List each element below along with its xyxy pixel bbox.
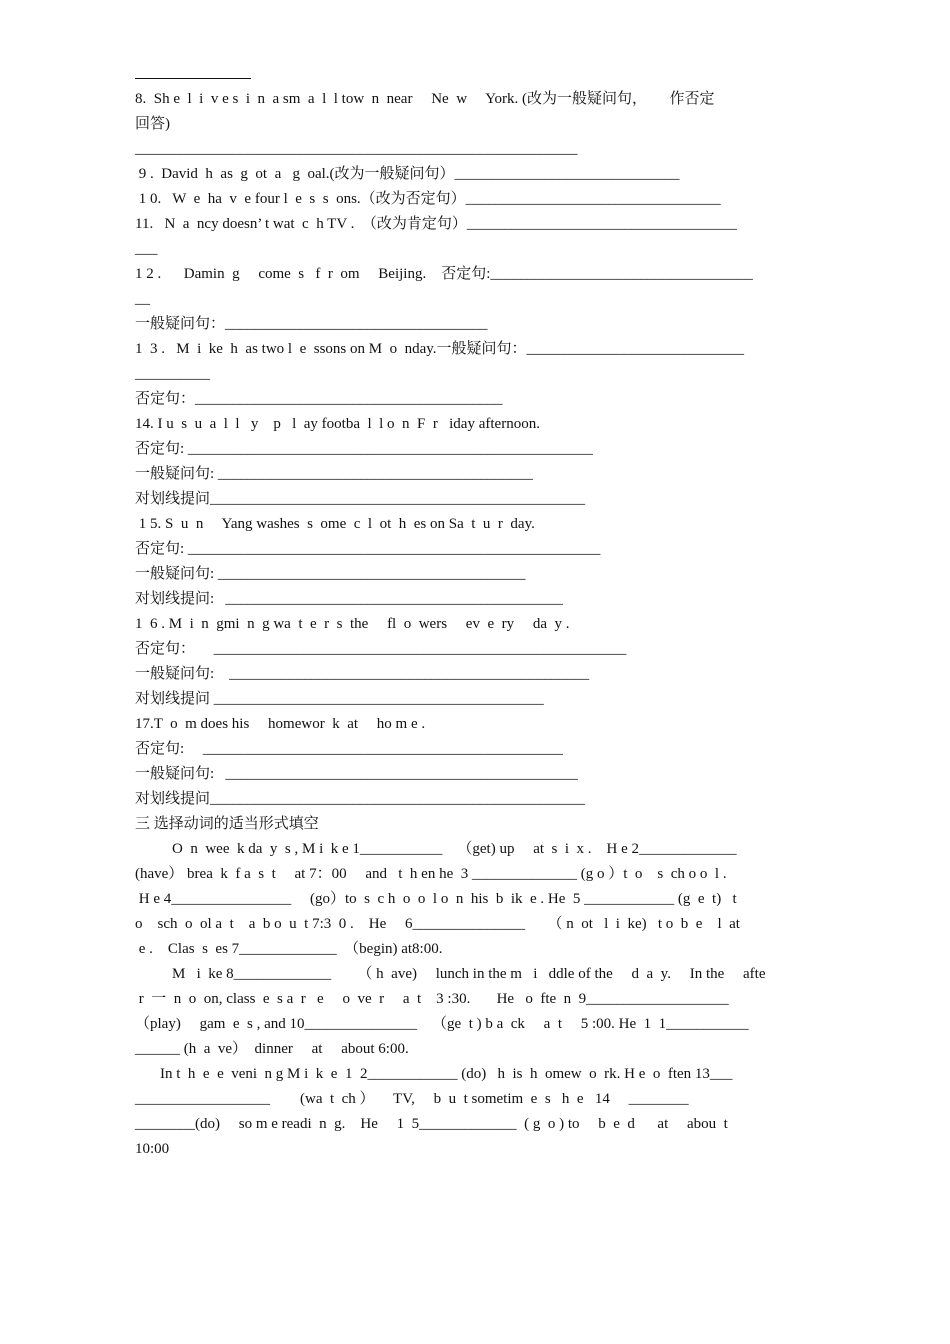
- question-13-line-cont: __________: [135, 366, 210, 382]
- passage-paragraph-1: O n wee k da y s , M i k e 1___________ （get) up at s i x . H e 2_____________: [172, 841, 737, 857]
- passage-line: H e 4________________ (go）to s c h o o l o n his b ik e . He 5 ____________ (g e t) t: [135, 891, 737, 907]
- question-13-negative: 否定句：_________________________________________: [135, 391, 503, 407]
- question-8-line: 8. Sh e l i v e s i n a sm a l l tow n near Ne w York. (改为一般疑问句， 作否定: [135, 91, 715, 107]
- question-14-underline-question: 对划线提问__________________________________________________: [135, 491, 586, 507]
- question-14-general-question: 一般疑问句: __________________________________________: [135, 466, 533, 482]
- passage-line: （play) gam e s , and 10_______________ （ge t ) b a ck a t 5 :00. He 1 1___________: [135, 1016, 749, 1032]
- passage-line: __________________ (wa t ch ） TV, b u t sometim e s h e 14 ________: [135, 1091, 689, 1107]
- passage-line: o sch o ol a t a b o u t 7:3 0 . He 6_______________ （ n ot l i ke) t o b e l at: [135, 916, 740, 932]
- question-15-general-question: 一般疑问句: _________________________________________: [135, 566, 526, 582]
- question-12-line-cont: __: [135, 291, 150, 307]
- question-11-line: 11. N a ncy doesn’ t wat c h TV . （改为肯定句）____________________________________: [135, 216, 737, 232]
- question-11-line-cont: ___: [135, 241, 158, 257]
- question-17-general-question: 一般疑问句: _______________________________________________: [135, 766, 578, 782]
- section-3-heading: 三 选择动词的适当形式填空: [135, 816, 319, 832]
- passage-line: e . Clas s es 7_____________ （begin) at8:00.: [135, 941, 443, 957]
- question-14-line: 14. I u s u a l l y p l ay footba l l o n F r iday afternoon.: [135, 416, 540, 432]
- question-15-line: 1 5. S u n Yang washes s ome c l ot h es on Sa t u r day.: [135, 516, 535, 532]
- question-16-line: 1 6 . M i n gmi n g wa t e r s the fl o wers ev e ry da y .: [135, 616, 570, 632]
- passage-line: 10:00: [135, 1141, 170, 1157]
- answer-blank: ___________________________________________________________: [135, 141, 578, 157]
- passage-paragraph-2: M i ke 8_____________ （ h ave) lunch in the m i ddle of the d a y. In the afte: [172, 966, 766, 982]
- question-16-general-question: 一般疑问句: ________________________________________________: [135, 666, 590, 682]
- question-12-general-question: 一般疑问句：___________________________________: [135, 316, 488, 332]
- passage-paragraph-3: In t h e e veni n g M i k e 1 2____________ (do) h is h omew o rk. H e o ften 13___: [160, 1066, 733, 1082]
- question-8-line-cont: 回答): [135, 116, 170, 132]
- question-17-negative: 否定句: ________________________________________________: [135, 741, 563, 757]
- passage-line: ________(do) so m e readi n g. He 1 5_____________ ( g o ) to b e d at abou t: [135, 1116, 728, 1132]
- question-16-underline-question: 对划线提问 ____________________________________________: [135, 691, 544, 707]
- question-10-line: 1 0. W e ha v e four l e s s ons.（改为否定句）__________________________________: [135, 191, 721, 207]
- question-12-line: 1 2 . Damin g come s f r om Beijing. 否定句:___________________________________: [135, 266, 753, 282]
- question-16-negative: 否定句： _______________________________________________________: [135, 641, 627, 657]
- question-15-underline-question: 对划线提问: _____________________________________________: [135, 591, 563, 607]
- passage-line: (have） brea k f a s t at 7：00 and t h en he 3 ______________ (g o ）t o s ch o o l .: [135, 866, 727, 882]
- question-13-line: 1 3 . M i ke h as two l e ssons on M o nday.一般疑问句：_____________________________: [135, 341, 745, 357]
- passage-line: r 一 n o on, class e s a r e o ve r a t 3 :30. He o fte n 9___________________: [135, 991, 729, 1007]
- top-blank-line: [135, 78, 251, 79]
- question-15-negative: 否定句: _______________________________________________________: [135, 541, 601, 557]
- question-17-underline-question: 对划线提问__________________________________________________: [135, 791, 586, 807]
- question-14-negative: 否定句: ______________________________________________________: [135, 441, 593, 457]
- question-17-line: 17.T o m does his homewor k at ho m e .: [135, 716, 426, 732]
- question-9-line: 9 . David h as g ot a g oal.(改为一般疑问句）______________________________: [135, 166, 680, 182]
- passage-line: ______ (h a ve） dinner at about 6:00.: [135, 1041, 409, 1057]
